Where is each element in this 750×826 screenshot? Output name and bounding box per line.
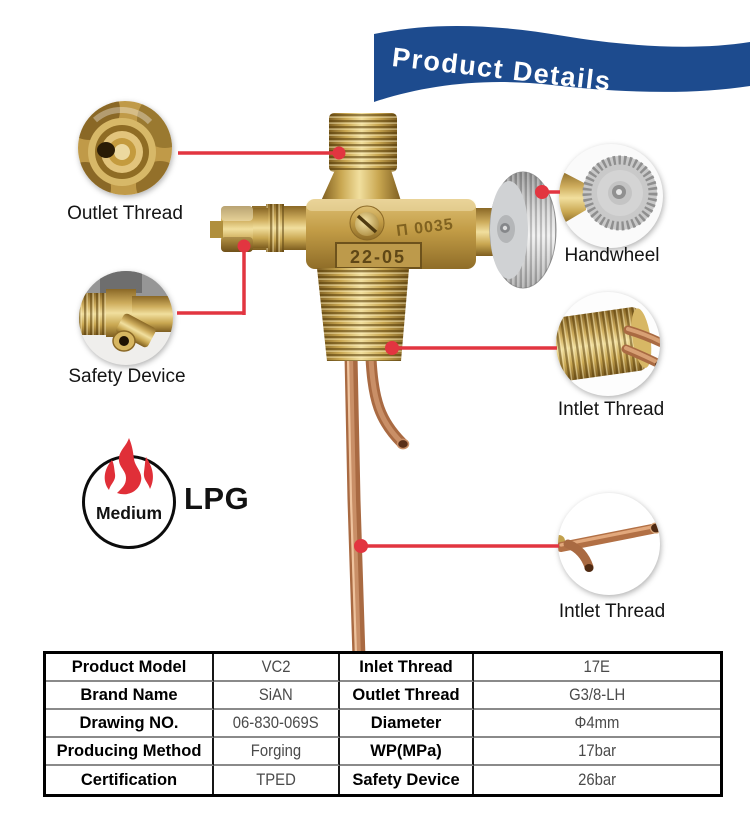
- spec-value: SiAN: [214, 682, 340, 710]
- spec-value: 17bar: [474, 738, 720, 766]
- spec-value: G3/8-LH: [474, 682, 720, 710]
- spec-label: Product Model: [46, 654, 214, 682]
- callout-photo-inlet-thread-lower: [553, 493, 662, 595]
- callout-photo-safety-device: [78, 271, 176, 365]
- callout-label-outlet-thread: Outlet Thread: [67, 203, 183, 224]
- callout-label-inlet-thread-upper: Intlet Thread: [557, 399, 665, 420]
- banner-title: Product Details: [390, 42, 614, 97]
- spec-label: Drawing NO.: [46, 710, 214, 738]
- spec-label: Safety Device: [340, 766, 474, 794]
- spec-value: 26bar: [578, 770, 616, 789]
- valve-body-art: [210, 113, 556, 658]
- spec-label: Outlet Thread: [340, 682, 474, 710]
- flame-icon: [99, 436, 161, 506]
- spec-label: Diameter: [340, 710, 474, 738]
- spec-label: Certification: [46, 766, 214, 794]
- medium-label: Medium: [95, 503, 163, 523]
- spec-value: 06-830-069S: [214, 710, 340, 738]
- spec-label: Inlet Thread: [340, 654, 474, 682]
- spec-table: [43, 651, 723, 797]
- callout-photo-handwheel: [559, 144, 663, 248]
- callout-photo-inlet-thread-upper: [548, 292, 672, 396]
- callout-label-handwheel: Handwheel: [564, 245, 660, 266]
- pi-mark-stamp: Π 0035: [395, 216, 455, 240]
- spec-label: WP(MPa): [340, 738, 474, 766]
- spec-value: VC2: [214, 654, 340, 682]
- spec-value: 17E: [474, 654, 720, 682]
- spec-value: Forging: [214, 738, 340, 766]
- callout-label-inlet-thread-lower: Intlet Thread: [558, 601, 666, 622]
- spec-value: TPED: [214, 766, 340, 794]
- callout-photo-outlet-thread: [59, 80, 193, 214]
- callout-label-safety-device: Safety Device: [68, 366, 186, 387]
- lpg-label: LPG: [184, 481, 250, 516]
- date-code-stamp: 22-05: [349, 247, 407, 267]
- spec-label: Brand Name: [46, 682, 214, 710]
- spec-value: Φ4mm: [474, 710, 720, 738]
- spec-label: Producing Method: [46, 738, 214, 766]
